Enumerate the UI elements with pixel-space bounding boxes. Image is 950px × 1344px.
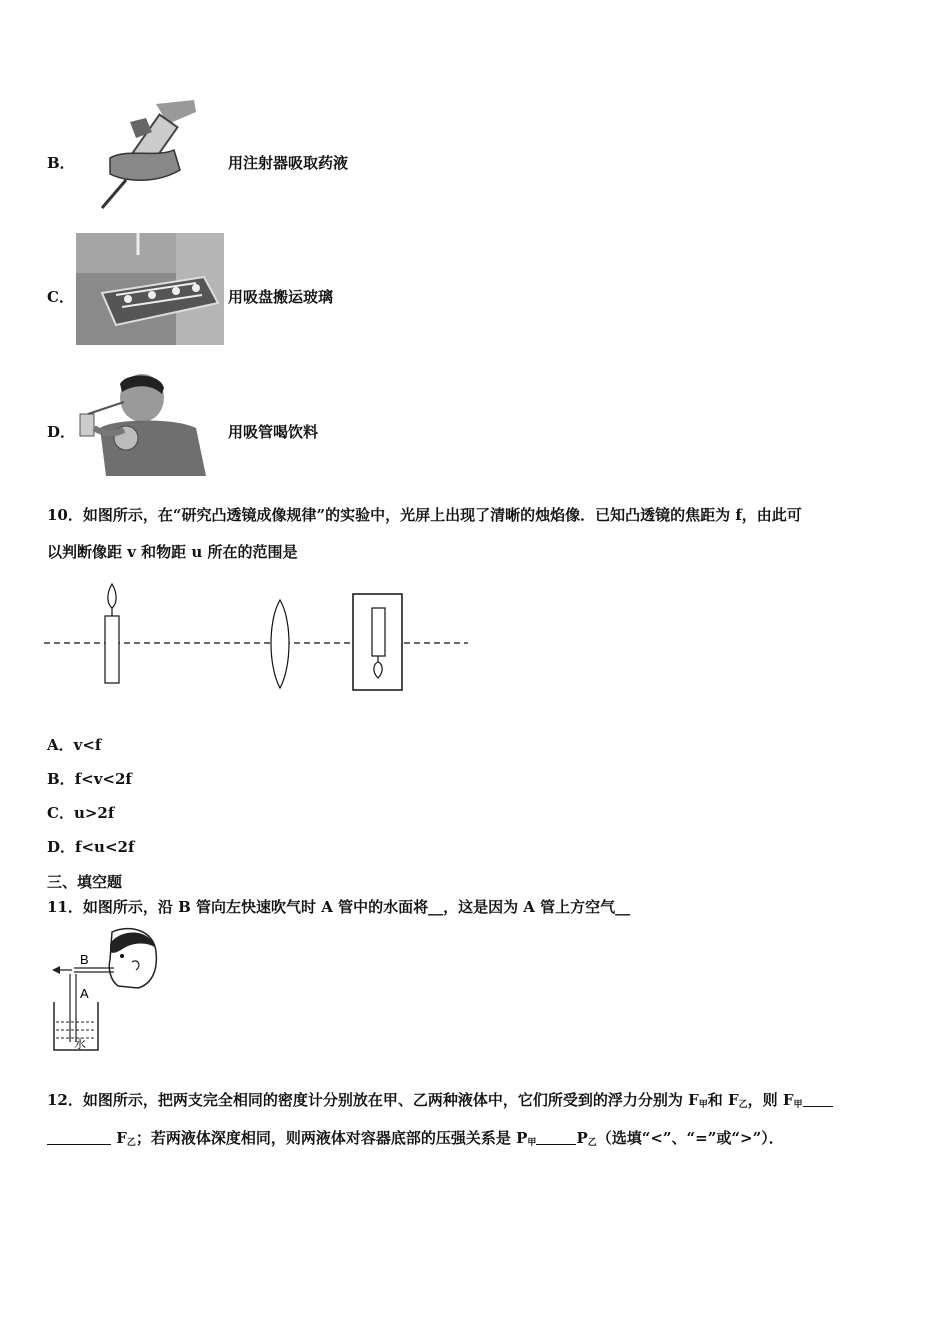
label-b: B bbox=[80, 952, 89, 967]
q12-text-4: F bbox=[116, 1129, 127, 1147]
label-water: 水 bbox=[74, 1037, 87, 1051]
convex-lens-icon bbox=[271, 600, 289, 688]
syringe-icon bbox=[96, 98, 200, 212]
q12-blank-1a[interactable] bbox=[803, 1094, 833, 1107]
q12-text-1: 12．如图所示，把两支完全相同的密度计分别放在甲、乙两种液体中，它们所受到的浮力分别为 F bbox=[47, 1091, 699, 1109]
q10-line1: 10．如图所示，在“研究凸透镜成像规律”的实验中，光屏上出现了清晰的烛焰像．已知凸透镜的焦距为 f，由此可 bbox=[47, 506, 802, 524]
q12-sub-jia-1: 甲 bbox=[698, 1100, 708, 1110]
q10-option-d-text: f<u<2f bbox=[75, 838, 135, 856]
q10-option-b-text: f<v<2f bbox=[74, 770, 132, 788]
light-screen-icon bbox=[353, 594, 402, 690]
q12-text-7: （选填“<”、“=”或“>”）． bbox=[596, 1129, 784, 1147]
suction-cup-glass-icon bbox=[76, 233, 224, 345]
q12-text-6: P bbox=[576, 1129, 588, 1147]
q12-sub-yi-3: 乙 bbox=[587, 1138, 597, 1148]
section-title: 三、填空题 bbox=[47, 873, 123, 891]
q12-text-2: 和 F bbox=[707, 1091, 739, 1109]
q12-blank-1b[interactable] bbox=[47, 1132, 111, 1145]
q10-option-b bbox=[47, 768, 132, 789]
q10-option-a bbox=[47, 734, 101, 755]
q10-option-c bbox=[47, 802, 114, 823]
option-d-text: 用吸管喝饮料 bbox=[228, 423, 319, 441]
q10-option-d-letter: D． bbox=[47, 838, 76, 856]
q10-option-d bbox=[47, 836, 134, 857]
q10-option-b-letter: B． bbox=[47, 770, 75, 788]
q10-option-c-letter: C． bbox=[47, 804, 74, 822]
q12-blank-2[interactable] bbox=[536, 1132, 576, 1145]
option-b-text: 用注射器吸取药液 bbox=[228, 154, 349, 172]
q10-option-a-text: v<f bbox=[73, 736, 102, 754]
q10-option-c-text: u>2f bbox=[73, 804, 115, 822]
q12-sub-jia-3: 甲 bbox=[527, 1138, 537, 1148]
q12-line2 bbox=[47, 1127, 784, 1148]
option-c-text: 用吸盘搬运玻璃 bbox=[228, 288, 334, 306]
q12-sub-jia-2: 甲 bbox=[793, 1100, 803, 1110]
q11-text: 11．如图所示，沿 B 管向左快速吹气时 A 管中的水面将__，这是因为 A 管上方空气__ bbox=[47, 898, 631, 916]
lens-experiment-diagram bbox=[44, 580, 468, 692]
q12-text-3: ，则 F bbox=[747, 1091, 794, 1109]
person-head-icon bbox=[109, 929, 156, 988]
option-c-letter: C． bbox=[47, 288, 74, 306]
option-b-letter: B． bbox=[47, 154, 75, 172]
q10-line2: 以判断像距 v 和物距 u 所在的范围是 bbox=[47, 543, 298, 561]
q12-sub-yi-1: 乙 bbox=[738, 1100, 748, 1110]
q12-text-5: ；若两液体深度相同，则两液体对容器底部的压强关系是 P bbox=[135, 1129, 528, 1147]
blowing-tube-diagram bbox=[48, 926, 160, 1056]
candle-icon bbox=[105, 584, 119, 683]
option-d-letter: D． bbox=[47, 423, 76, 441]
boy-drinking-straw-icon bbox=[76, 372, 222, 476]
q10-option-a-letter: A． bbox=[47, 736, 74, 754]
q12-sub-yi-2: 乙 bbox=[126, 1138, 136, 1148]
label-a: A bbox=[80, 986, 89, 1001]
q12-line1 bbox=[47, 1089, 833, 1110]
